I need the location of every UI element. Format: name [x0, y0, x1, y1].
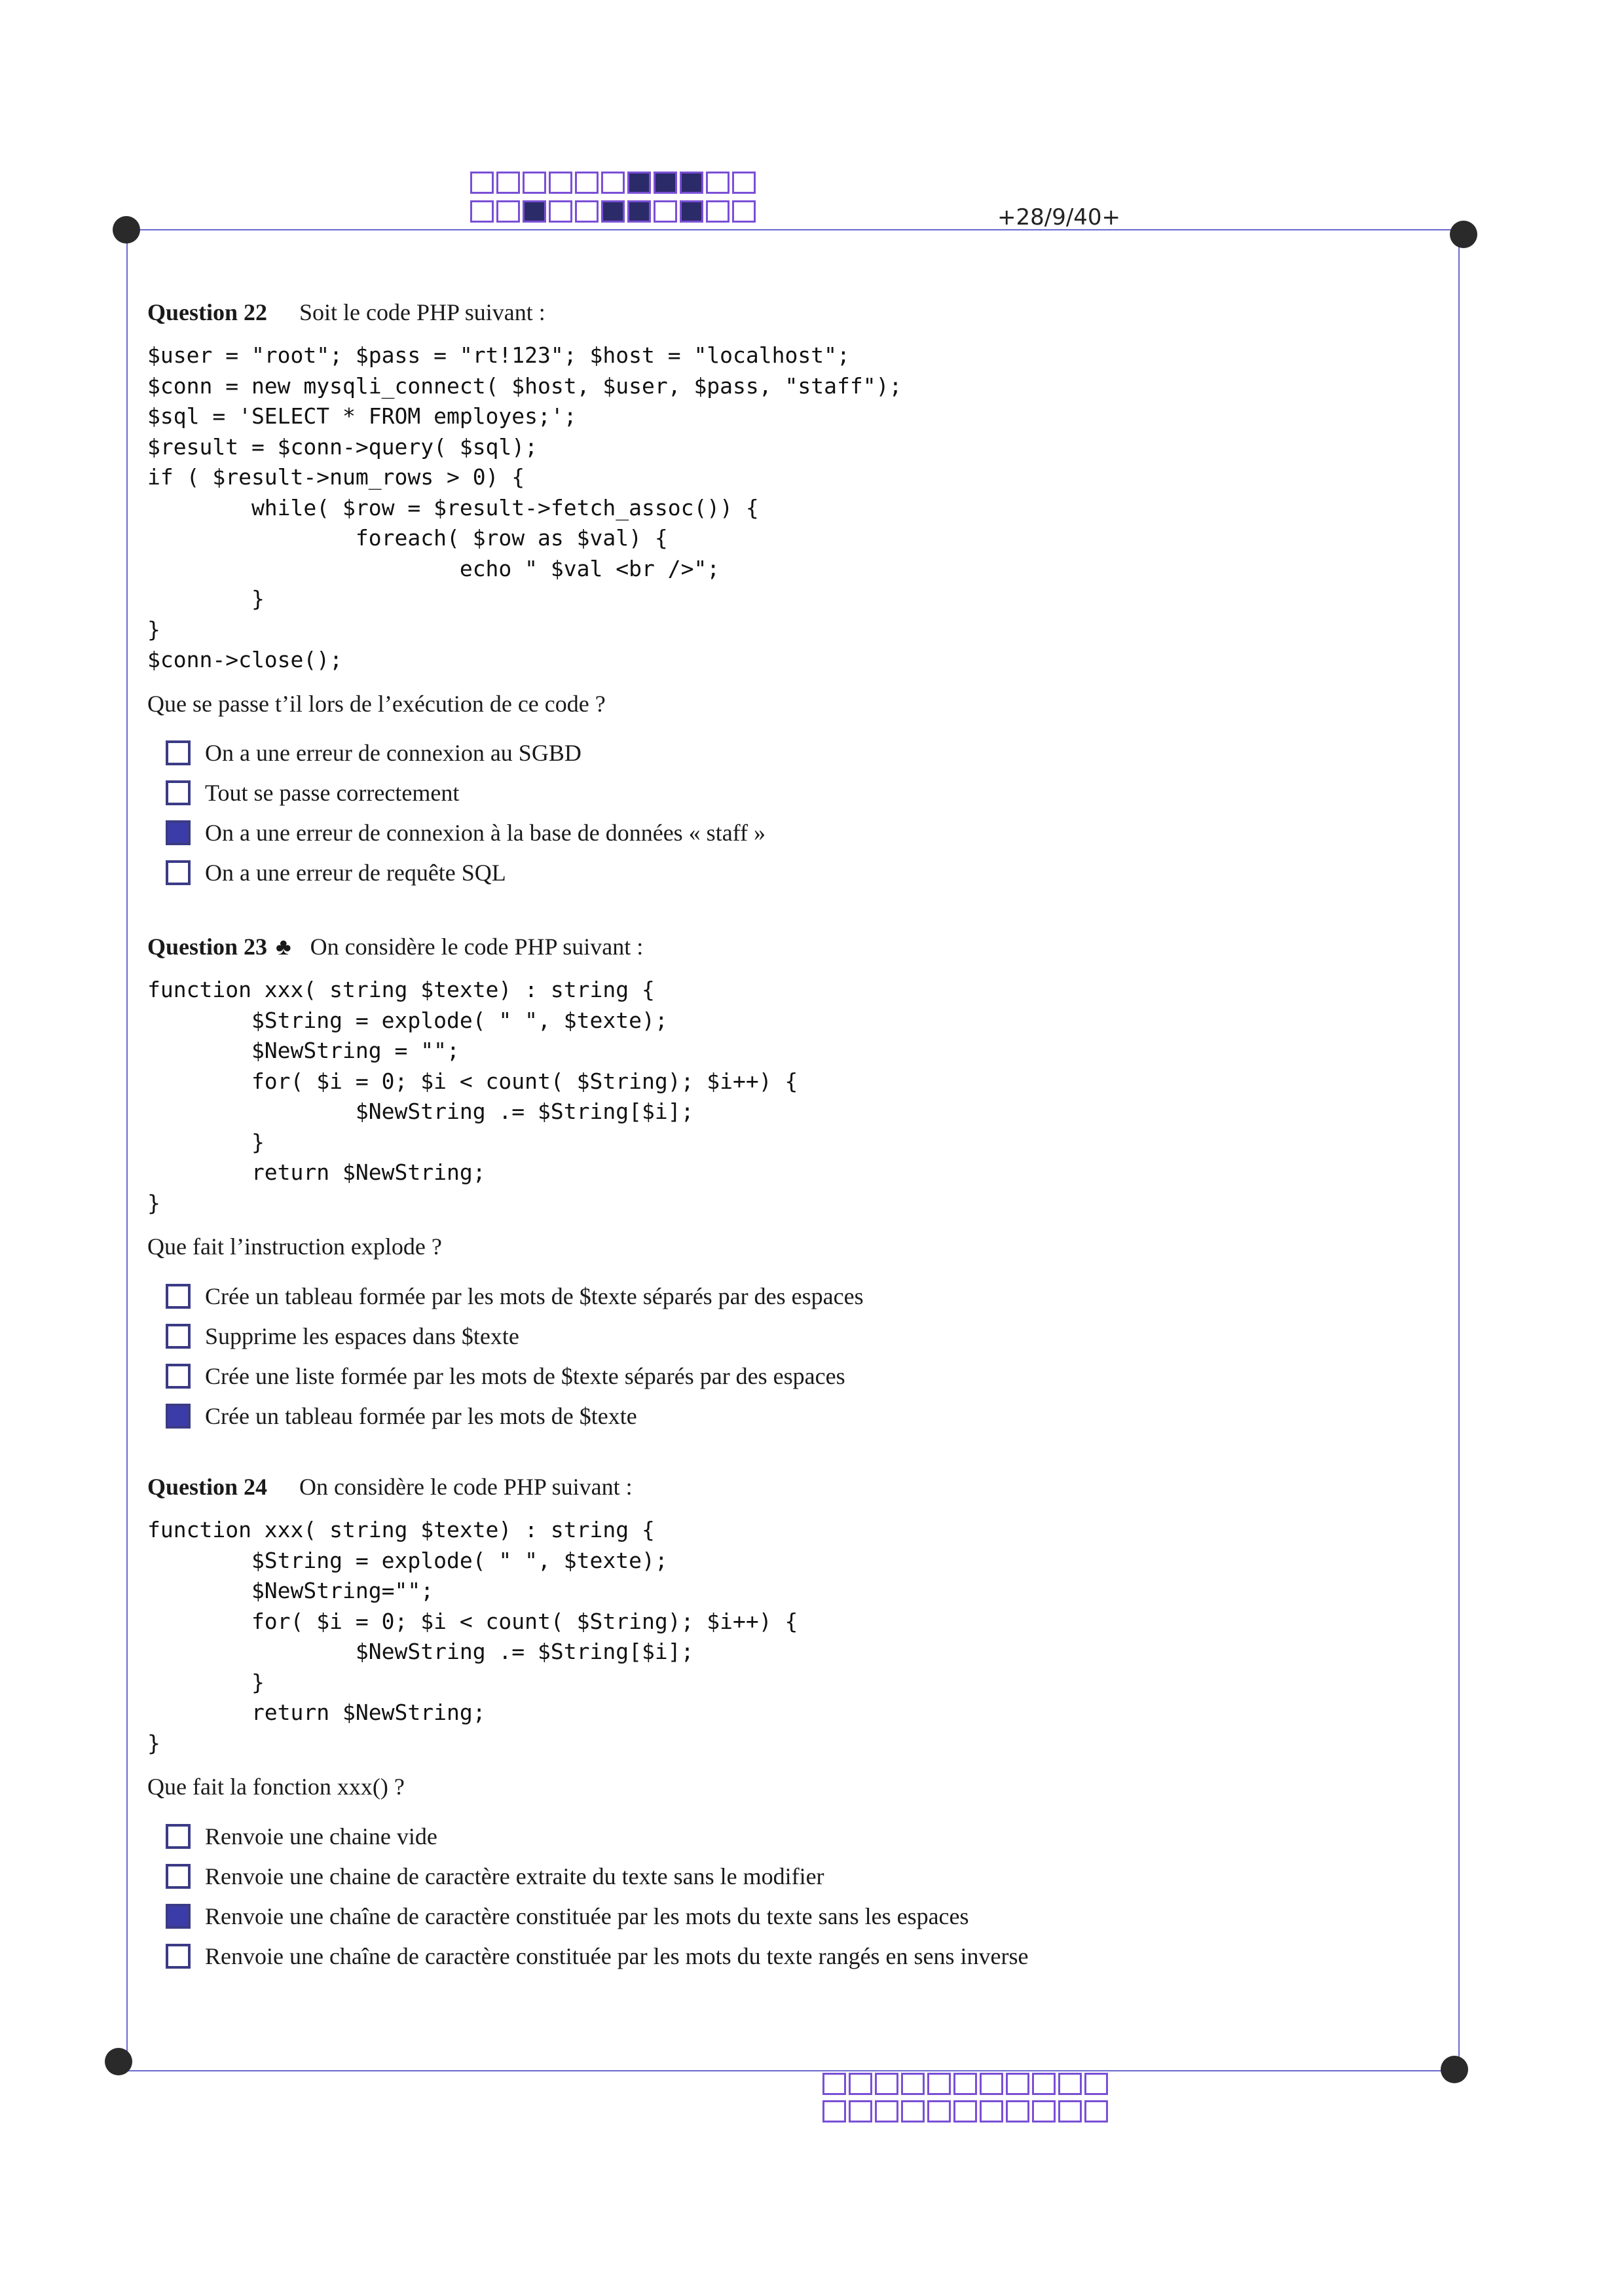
code-block: function xxx( string $texte) : string { $String = explode( " ", $texte); $NewString = ""; for( $i = 0; $i < count( $String); $i++) { $NewString .= $String[$i]; } return $NewString; } [147, 977, 798, 1216]
id-grid-top-row-1 [470, 172, 758, 194]
id-grid-cell [732, 200, 756, 223]
checkbox[interactable] [166, 740, 191, 765]
id-grid-cell [1084, 2073, 1108, 2095]
id-grid-cell [654, 200, 677, 223]
choice-item[interactable] [166, 1936, 1424, 1976]
question-intro: On considère le code PHP suivant : [310, 934, 644, 960]
choice-list [166, 733, 1424, 893]
checkbox[interactable] [166, 1944, 191, 1969]
id-grid-cell [601, 172, 625, 194]
choice-item[interactable] [166, 1356, 1424, 1396]
id-grid-cell [575, 200, 599, 223]
choice-item[interactable] [166, 1896, 1424, 1936]
id-grid-cell [901, 2073, 925, 2095]
id-grid-cell [706, 172, 729, 194]
choice-text: Supprime les espaces dans $texte [205, 1322, 519, 1349]
choice-text: On a une erreur de connexion au SGBD [205, 740, 581, 766]
id-grid-cell [627, 172, 651, 194]
id-grid-cell [953, 2100, 977, 2123]
question-prompt: Que se passe t’il lors de l’exécution de ce code ? [147, 690, 606, 717]
id-grid-cell [575, 172, 599, 194]
choice-item[interactable] [166, 853, 1424, 893]
id-grid-cell [549, 172, 572, 194]
choice-item[interactable] [166, 813, 1424, 853]
id-grid-cell [980, 2073, 1003, 2095]
checkbox[interactable] [166, 1364, 191, 1389]
question-header [147, 933, 1424, 960]
choice-item[interactable] [166, 1276, 1424, 1316]
choice-list [166, 1276, 1424, 1436]
choice-text: Crée un tableau formée par les mots de $texte séparés par des espaces [205, 1283, 864, 1309]
id-grid-cell [706, 200, 729, 223]
registration-mark-top-left [113, 216, 140, 244]
id-grid-cell [1032, 2100, 1056, 2123]
id-grid-cell [1032, 2073, 1056, 2095]
choice-text: On a une erreur de connexion à la base de données « staff » [205, 820, 766, 846]
question-label: Question 24 [147, 1474, 268, 1500]
id-grid-cell [1058, 2100, 1082, 2123]
checkbox[interactable] [166, 1864, 191, 1889]
id-grid-cell [523, 172, 546, 194]
code-block: $user = "root"; $pass = "rt!123"; $host = "localhost"; $conn = new mysqli_connect( $host, $user, $pass, "staff"); $sql = 'SELECT * FROM employes;'; $result = $conn->query( $sql); if ( $result->num_rows > 0) { while( $row = $result->fetch_assoc()) { foreach( $row as $val) { echo " $val <br />"; } } $conn->close(); [147, 342, 902, 672]
checkbox[interactable] [166, 1284, 191, 1309]
page-code: +28/9/40+ [997, 204, 1121, 230]
id-grid-cell [680, 172, 703, 194]
question-label: Question 23 [147, 934, 268, 960]
question-header [147, 299, 1424, 326]
choice-list [166, 1816, 1424, 1976]
checkbox[interactable] [166, 860, 191, 885]
question-prompt: Que fait la fonction xxx() ? [147, 1774, 405, 1800]
id-grid-cell [927, 2100, 951, 2123]
id-grid-cell [927, 2073, 951, 2095]
checkbox[interactable] [166, 780, 191, 805]
choice-item[interactable] [166, 1856, 1424, 1896]
question-22 [147, 299, 1424, 893]
choice-text: Renvoie une chaîne de caractère constituée par les mots du texte rangés en sens inverse [205, 1942, 1029, 1969]
club-icon: ♣ [276, 934, 291, 960]
id-grid-cell [523, 200, 546, 223]
id-grid-cell [496, 200, 520, 223]
id-grid-cell [875, 2073, 898, 2095]
id-grid-cell [980, 2100, 1003, 2123]
id-grid-cell [822, 2100, 846, 2123]
question-24 [147, 1473, 1424, 1976]
question-23 [147, 933, 1424, 1436]
choice-item[interactable] [166, 1316, 1424, 1356]
checkbox[interactable] [166, 1824, 191, 1849]
id-grid-cell [496, 172, 520, 194]
id-grid-cell [680, 200, 703, 223]
choice-item[interactable] [166, 773, 1424, 813]
checkbox[interactable] [166, 1324, 191, 1349]
id-grid-cell [1058, 2073, 1082, 2095]
question-header [147, 1473, 1424, 1501]
id-grid-cell [849, 2073, 872, 2095]
registration-mark-top-right [1450, 221, 1477, 248]
choice-item[interactable] [166, 733, 1424, 773]
id-grid-cell [875, 2100, 898, 2123]
question-intro: On considère le code PHP suivant : [299, 1474, 633, 1500]
choice-text: Renvoie une chaine vide [205, 1823, 437, 1850]
choice-item[interactable] [166, 1396, 1424, 1436]
id-grid-cell [849, 2100, 872, 2123]
choice-item[interactable] [166, 1816, 1424, 1856]
id-grid-cell [1006, 2100, 1029, 2123]
question-intro: Soit le code PHP suivant : [299, 299, 545, 325]
choice-text: Crée un tableau formée par les mots de $texte [205, 1402, 637, 1429]
checkbox[interactable] [166, 820, 191, 845]
id-grid-cell [654, 172, 677, 194]
id-grid-cell [822, 2073, 846, 2095]
checkbox[interactable] [166, 1904, 191, 1929]
code-block: function xxx( string $texte) : string { $String = explode( " ", $texte); $NewString=""; for( $i = 0; $i < count( $String); $i++) { $NewString .= $String[$i]; } return $NewString; } [147, 1517, 798, 1756]
id-grid-top-row-2 [470, 200, 758, 223]
registration-mark-bottom-left [105, 2048, 132, 2075]
id-grid-cell [601, 200, 625, 223]
checkbox[interactable] [166, 1404, 191, 1429]
id-grid-cell [953, 2073, 977, 2095]
id-grid-cell [901, 2100, 925, 2123]
id-grid-cell [470, 200, 494, 223]
id-grid-cell [1084, 2100, 1108, 2123]
id-grid-cell [732, 172, 756, 194]
id-grid-cell [1006, 2073, 1029, 2095]
choice-text: Tout se passe correctement [205, 780, 460, 806]
id-grid-cell [627, 200, 651, 223]
choice-text: On a une erreur de requête SQL [205, 860, 506, 886]
choice-text: Renvoie une chaine de caractère extraite du texte sans le modifier [205, 1863, 824, 1889]
id-grid-cell [470, 172, 494, 194]
id-grid-bottom-row-1 [822, 2073, 1111, 2095]
registration-mark-bottom-right [1441, 2056, 1468, 2083]
id-grid-cell [549, 200, 572, 223]
id-grid-bottom-row-2 [822, 2100, 1111, 2123]
question-label: Question 22 [147, 299, 268, 325]
choice-text: Crée une liste formée par les mots de $texte séparés par des espaces [205, 1362, 845, 1389]
choice-text: Renvoie une chaîne de caractère constituée par les mots du texte sans les espaces [205, 1903, 969, 1929]
question-prompt: Que fait l’instruction explode ? [147, 1233, 442, 1260]
